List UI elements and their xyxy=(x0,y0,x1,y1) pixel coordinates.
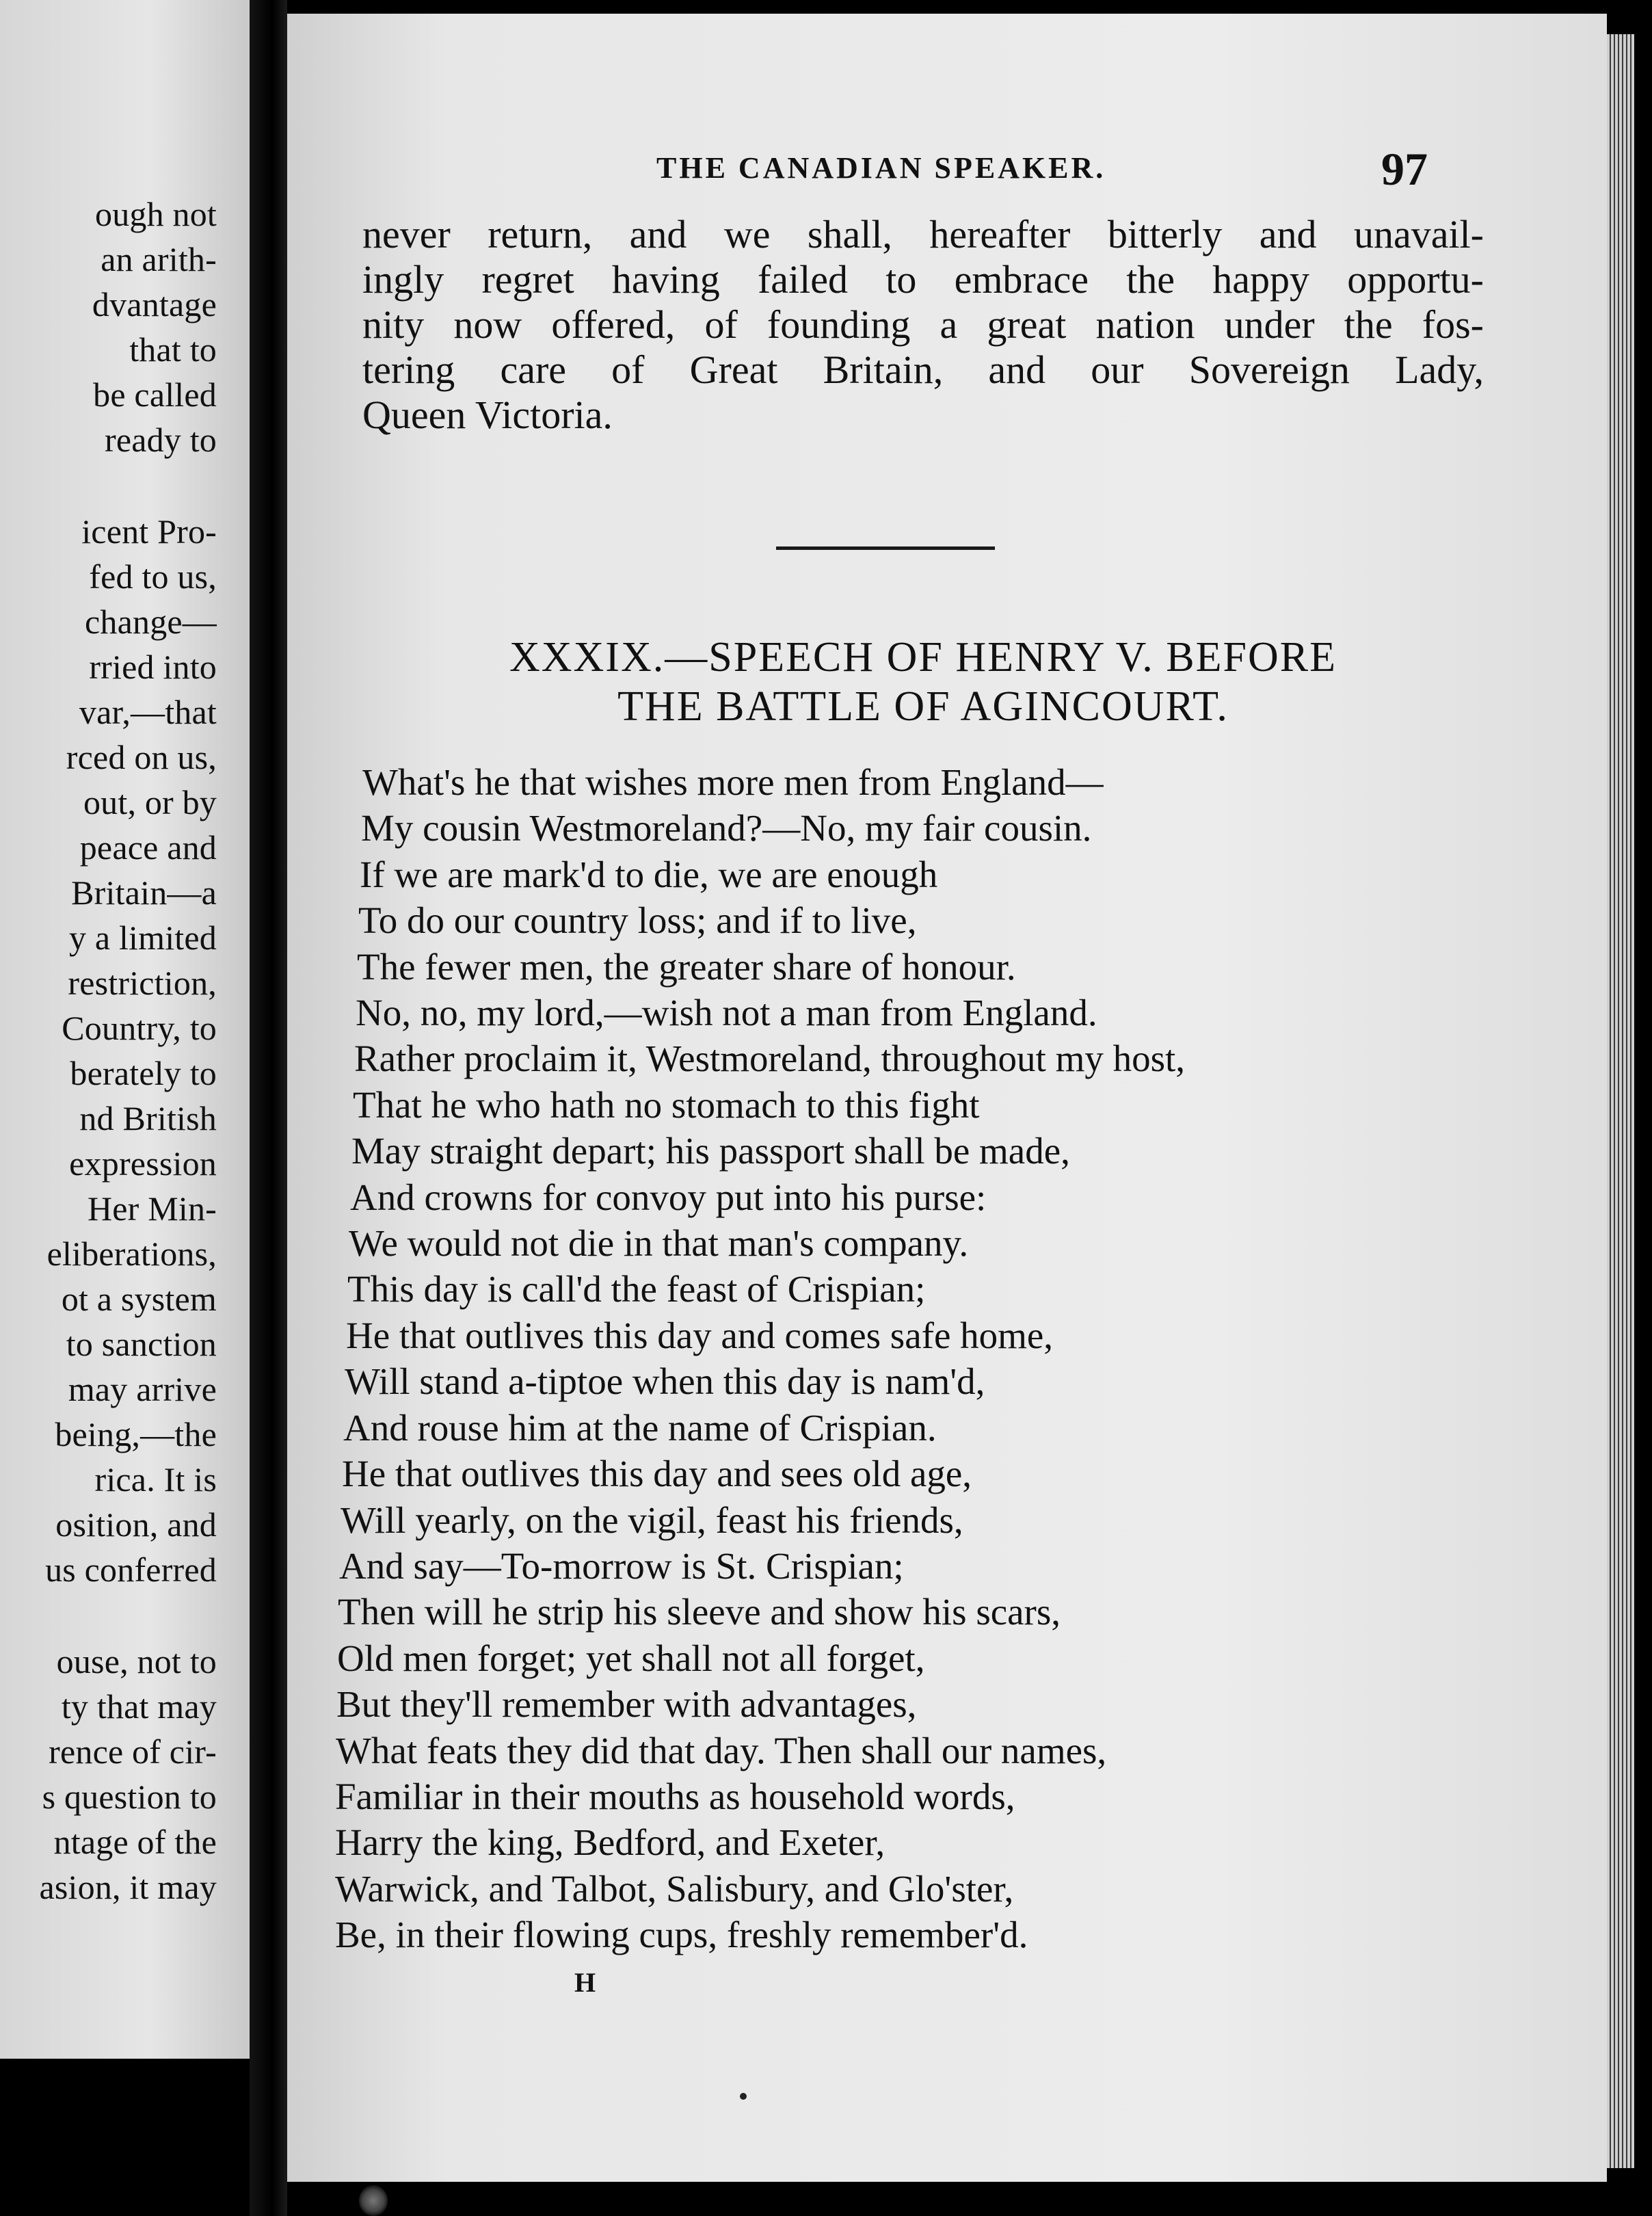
left-line: that to xyxy=(129,330,217,369)
left-line: berately to xyxy=(70,1054,217,1092)
left-line: rried into xyxy=(89,648,217,686)
poem-line: Old men forget; yet shall not all forget, xyxy=(337,1637,925,1679)
poem-line: And say—To-morrow is St. Crispian; xyxy=(339,1544,904,1587)
left-line: Her Min- xyxy=(87,1189,217,1228)
poem-line: That he who hath no stomach to this fight xyxy=(353,1083,980,1126)
poem-line: Warwick, and Talbot, Salisbury, and Glo'ster, xyxy=(335,1867,1014,1910)
poem-line: May straight depart; his passport shall be made, xyxy=(351,1130,1070,1172)
left-line: may arrive xyxy=(68,1370,217,1408)
scan-smudge xyxy=(359,2185,388,2216)
signature-mark: H xyxy=(574,1967,596,1998)
poem-line: No, no, my lord,—wish not a man from England. xyxy=(356,992,1097,1034)
poem-line: My cousin Westmoreland?—No, my fair cousin. xyxy=(361,807,1092,849)
left-line: expression xyxy=(69,1144,217,1183)
poem-line: And rouse him at the name of Crispian. xyxy=(343,1406,937,1449)
left-line: ot a system xyxy=(61,1280,217,1318)
poem-line: Then will he strip his sleeve and show his scars, xyxy=(338,1591,1061,1633)
left-line: dvantage xyxy=(92,285,217,324)
poem-line: The fewer men, the greater share of honour. xyxy=(357,945,1016,988)
prose-line: nity now offered, of founding a great nation under the fos- xyxy=(362,302,1484,347)
left-line: asion, it may xyxy=(39,1868,217,1906)
left-line: y a limited xyxy=(68,919,217,957)
poem-line: And crowns for convoy put into his purse: xyxy=(350,1176,987,1218)
prose-line: ingly regret having failed to embrace the happy opportu- xyxy=(362,257,1484,302)
left-page-fragment xyxy=(0,0,250,2059)
prose-line: Queen Victoria. xyxy=(362,393,613,437)
poem-line: He that outlives this day and comes safe home, xyxy=(346,1314,1054,1356)
poem-line: If we are mark'd to die, we are enough xyxy=(360,853,938,895)
left-line: change— xyxy=(85,603,217,641)
left-line: rence of cir- xyxy=(49,1732,217,1771)
left-line: ready to xyxy=(104,421,217,459)
left-line: ouse, not to xyxy=(56,1642,217,1680)
poem-line: But they'll remember with advantages, xyxy=(336,1683,917,1726)
left-line: an arith- xyxy=(101,240,217,278)
left-line: var,—that xyxy=(79,693,217,731)
poem-line: Harry the king, Bedford, and Exeter, xyxy=(335,1821,885,1864)
section-title-line: THE BATTLE OF AGINCOURT. xyxy=(617,683,1229,730)
left-line: icent Pro- xyxy=(81,512,217,551)
left-line: nd British xyxy=(79,1099,217,1137)
poem-line: What's he that wishes more men from England— xyxy=(362,761,1104,803)
right-page xyxy=(287,14,1607,2182)
poem-line: Familiar in their mouths as household words, xyxy=(335,1775,1015,1817)
section-divider xyxy=(776,546,995,550)
left-line: ty that may xyxy=(61,1687,217,1726)
section-title xyxy=(362,633,1484,731)
poem-line: This day is call'd the feast of Crispian; xyxy=(347,1268,926,1310)
left-line: out, or by xyxy=(83,783,217,821)
section-title-line: XXXIX.—SPEECH OF HENRY V. BEFORE xyxy=(509,634,1337,681)
left-line: rced on us, xyxy=(66,738,217,776)
left-line: ntage of the xyxy=(53,1823,217,1861)
book-gutter xyxy=(250,0,287,2216)
left-line: s question to xyxy=(42,1778,217,1816)
poem-line: Will stand a-tiptoe when this day is nam'd, xyxy=(345,1360,985,1403)
poem-line: We would not die in that man's company. xyxy=(349,1222,969,1265)
left-line: us conferred xyxy=(45,1551,217,1589)
left-line: be called xyxy=(93,375,217,414)
left-line: ough not xyxy=(95,195,217,233)
prose-paragraph xyxy=(362,212,1484,438)
left-line: eliberations, xyxy=(46,1235,217,1273)
left-line: to sanction xyxy=(66,1325,217,1363)
left-line: Britain—a xyxy=(71,873,217,912)
poem-line: What feats they did that day. Then shall our names, xyxy=(336,1729,1107,1771)
poem-line: Will yearly, on the vigil, feast his friends, xyxy=(341,1499,963,1541)
left-line: restriction, xyxy=(68,964,217,1002)
poem-line: Rather proclaim it, Westmoreland, throughout my host, xyxy=(354,1038,1186,1080)
left-line: Country, to xyxy=(62,1009,217,1047)
poem xyxy=(335,759,1185,1958)
running-head: THE CANADIAN SPEAKER. xyxy=(656,151,1106,185)
page-edges xyxy=(1607,34,1634,2168)
prose-line: tering care of Great Britain, and our Sovereign Lady, xyxy=(362,347,1484,392)
left-line: osition, and xyxy=(55,1505,217,1544)
left-line: being,—the xyxy=(55,1415,217,1453)
left-line: fed to us, xyxy=(89,557,217,596)
poem-line: To do our country loss; and if to live, xyxy=(358,899,917,942)
prose-line: never return, and we shall, hereafter bitterly and unavail- xyxy=(362,212,1484,256)
poem-line: Be, in their flowing cups, freshly remember'd. xyxy=(335,1914,1028,1956)
poem-line: He that outlives this day and sees old age, xyxy=(342,1453,972,1495)
page-number: 97 xyxy=(1381,143,1428,195)
ink-dot xyxy=(740,2093,747,2100)
left-line: peace and xyxy=(79,828,217,867)
left-line: rica. It is xyxy=(94,1460,217,1499)
